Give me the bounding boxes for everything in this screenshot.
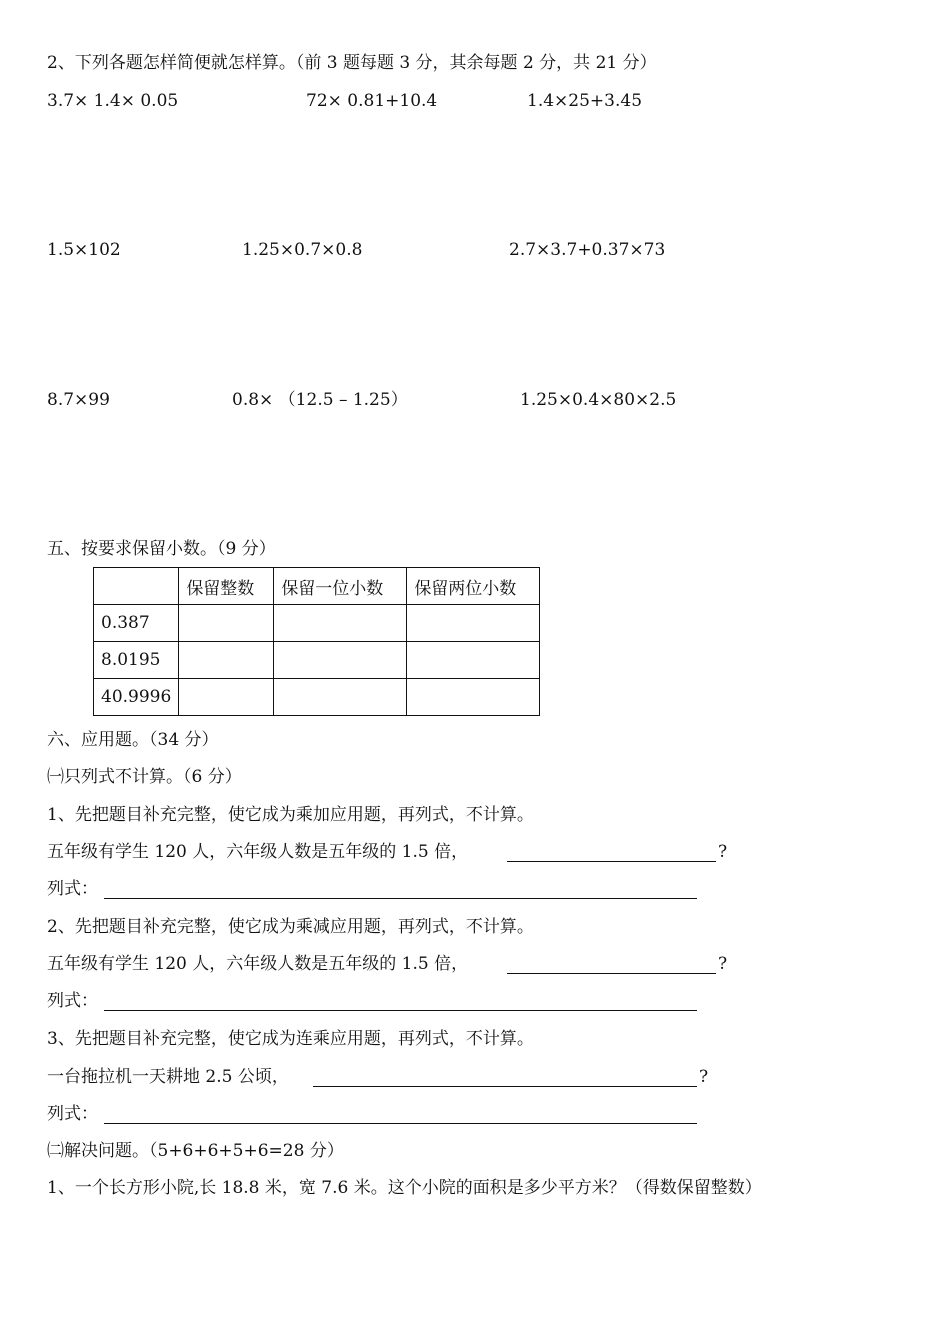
question-1-answer-blank[interactable] xyxy=(507,861,716,862)
question-1-end-mark: ? xyxy=(718,842,728,862)
question-3-formula-label: 列式： xyxy=(47,1104,98,1124)
calc-problem-4: 1.5×102 xyxy=(47,240,121,260)
table-header-cell: 保留整数 xyxy=(179,568,274,605)
table-header-cell: 保留一位小数 xyxy=(274,568,407,605)
subsection-heading-solve-problems: ㈡解决问题。（5+6+6+5+6=28 分） xyxy=(47,1141,344,1161)
calc-problem-7: 8.7×99 xyxy=(47,390,110,410)
answer-cell[interactable] xyxy=(407,642,540,679)
question-1-formula-label: 列式： xyxy=(47,879,98,899)
answer-cell[interactable] xyxy=(274,605,407,642)
answer-cell[interactable] xyxy=(179,679,274,716)
calc-problem-9: 1.25×0.4×80×2.5 xyxy=(520,390,677,410)
calc-problem-5: 1.25×0.7×0.8 xyxy=(242,240,363,260)
question-2-instruction: 2、先把题目补充完整，使它成为乘减应用题，再列式，不计算。 xyxy=(47,917,534,937)
table-cell-number: 8.0195 xyxy=(94,642,179,679)
table-header-cell xyxy=(94,568,179,605)
solve-problem-1: 1、一个长方形小院,长 18.8 米，宽 7.6 米。这个小院的面积是多少平方米？（得数保留整数） xyxy=(47,1178,762,1198)
answer-cell[interactable] xyxy=(179,605,274,642)
calc-problem-2: 72× 0.81+10.4 xyxy=(306,91,438,111)
table-row xyxy=(94,679,540,716)
answer-cell[interactable] xyxy=(274,679,407,716)
answer-cell[interactable] xyxy=(179,642,274,679)
answer-cell[interactable] xyxy=(274,642,407,679)
subsection-heading-formula-only: ㈠只列式不计算。（6 分） xyxy=(47,767,242,787)
answer-cell[interactable] xyxy=(407,605,540,642)
calc-problem-3: 1.4×25+3.45 xyxy=(527,91,643,111)
section-heading-simplified-calc: 2、下列各题怎样简便就怎样算。（前 3 题每题 3 分，其余每题 2 分，共 21 分） xyxy=(47,53,657,73)
question-3-answer-blank[interactable] xyxy=(313,1086,697,1087)
question-1-formula-blank[interactable] xyxy=(104,898,697,899)
answer-cell[interactable] xyxy=(407,679,540,716)
table-row xyxy=(94,642,540,679)
calc-problem-8: 0.8× （12.5 – 1.25） xyxy=(232,390,408,410)
table-cell-number: 40.9996 xyxy=(94,679,179,716)
table-header-cell: 保留两位小数 xyxy=(407,568,540,605)
section-heading-word-problems: 六、应用题。（34 分） xyxy=(47,730,219,750)
question-1-text: 五年级有学生 120 人，六年级人数是五年级的 1.5 倍， xyxy=(47,842,469,862)
question-3-formula-blank[interactable] xyxy=(104,1123,697,1124)
question-2-formula-label: 列式： xyxy=(47,991,98,1011)
calc-problem-6: 2.7×3.7+0.37×73 xyxy=(509,240,666,260)
question-3-end-mark: ? xyxy=(699,1067,709,1087)
question-2-text: 五年级有学生 120 人，六年级人数是五年级的 1.5 倍， xyxy=(47,954,469,974)
table-header-row xyxy=(94,568,540,605)
question-3-instruction: 3、先把题目补充完整，使它成为连乘应用题，再列式，不计算。 xyxy=(47,1029,534,1049)
table-row xyxy=(94,605,540,642)
question-2-answer-blank[interactable] xyxy=(507,973,716,974)
question-2-end-mark: ? xyxy=(718,954,728,974)
calc-problem-1: 3.7× 1.4× 0.05 xyxy=(47,91,179,111)
section-heading-rounding: 五、按要求保留小数。（9 分） xyxy=(47,539,276,559)
rounding-table xyxy=(93,567,540,716)
question-1-instruction: 1、先把题目补充完整，使它成为乘加应用题，再列式，不计算。 xyxy=(47,805,534,825)
table-cell-number: 0.387 xyxy=(94,605,179,642)
question-3-text: 一台拖拉机一天耕地 2.5 公顷， xyxy=(47,1067,289,1087)
question-2-formula-blank[interactable] xyxy=(104,1010,697,1011)
